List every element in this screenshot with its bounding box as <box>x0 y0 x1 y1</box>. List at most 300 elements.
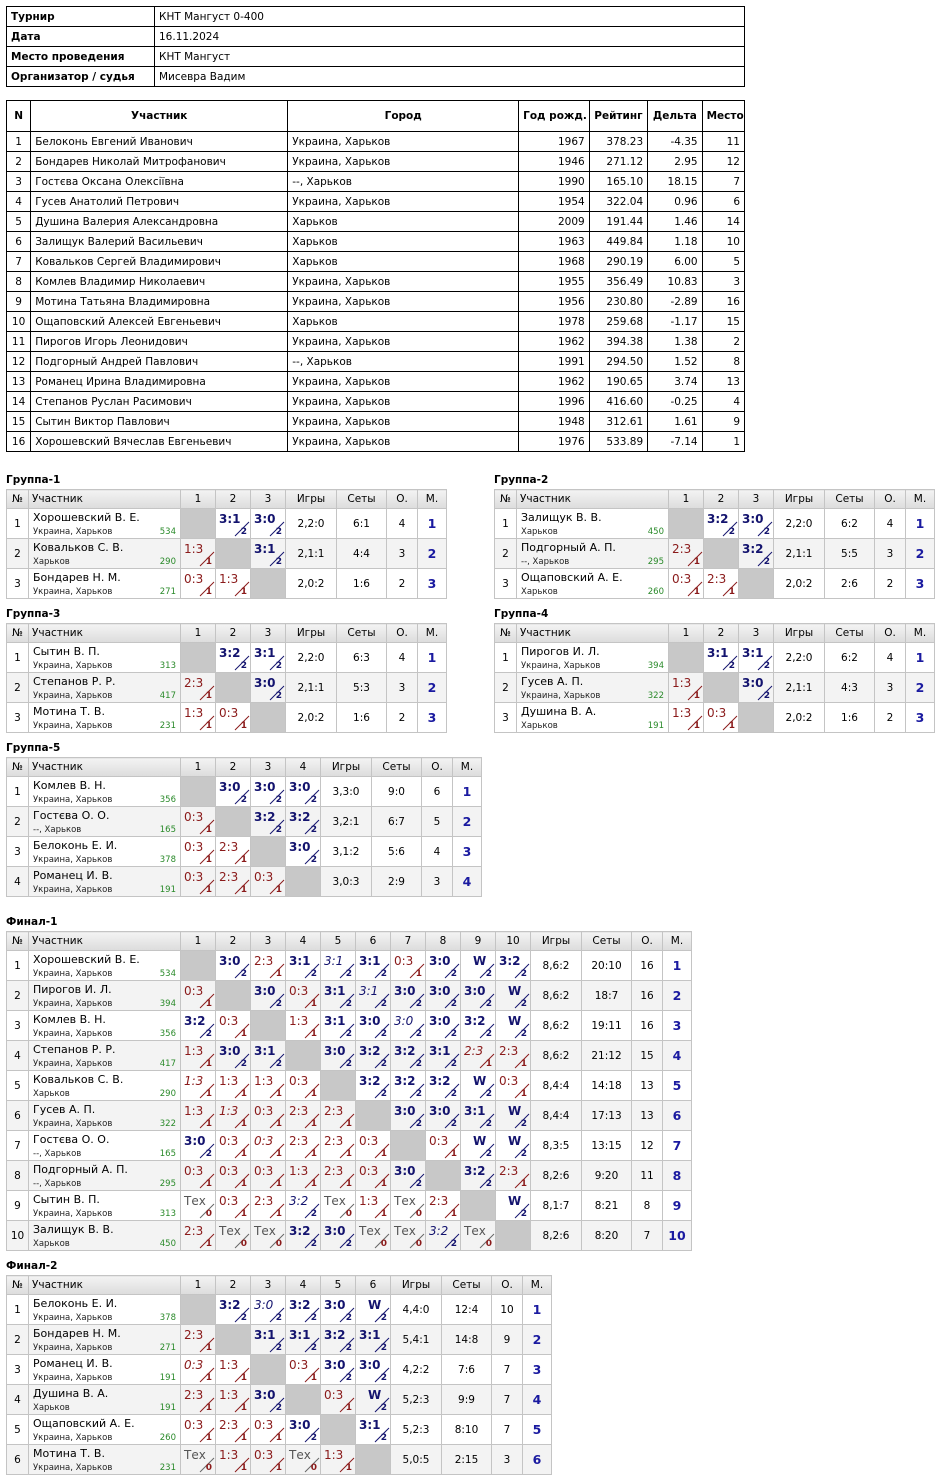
player-rating: 313 <box>159 1209 176 1219</box>
player-city: Украина, Харьков <box>33 1119 113 1129</box>
score-value: Тех <box>394 1194 416 1208</box>
match-points: 1 <box>240 1403 247 1413</box>
score-value: 1:3 <box>219 1358 239 1372</box>
group-header-cell: № <box>7 624 29 643</box>
score-cell <box>181 1011 216 1041</box>
score-value: 2:3 <box>219 840 239 854</box>
score-value: 3:2 <box>289 1194 309 1208</box>
group-row <box>7 703 447 733</box>
score-cell <box>426 1071 461 1101</box>
row-number: 6 <box>7 1101 29 1131</box>
games-cell: 2,0:2 <box>774 703 825 733</box>
participant-cell: 13 <box>702 372 744 392</box>
group-header-cell: М. <box>418 624 447 643</box>
score-cell <box>286 777 321 807</box>
player-name: Сытин В. П. <box>33 1193 100 1206</box>
player-cell <box>29 837 181 867</box>
score-value: 0:3 <box>254 1134 274 1148</box>
score-cell <box>216 777 251 807</box>
score-cell <box>251 1071 286 1101</box>
score-cell <box>321 1355 356 1385</box>
player-cell <box>29 1445 181 1475</box>
player-rating: 322 <box>647 691 664 701</box>
match-points: 1 <box>310 1089 317 1099</box>
player-city: --, Харьков <box>521 557 570 567</box>
player-city: Украина, Харьков <box>33 1209 113 1219</box>
score-value: 0:3 <box>289 984 309 998</box>
score-cell <box>181 1221 216 1251</box>
games-cell: 5,2:3 <box>391 1385 442 1415</box>
group-header-cell: М. <box>906 490 935 509</box>
score-cell <box>181 1385 216 1415</box>
participant-cell: 1.18 <box>648 232 702 252</box>
score-cell <box>216 1191 251 1221</box>
sets-cell: 5:3 <box>337 673 387 703</box>
place-cell: 2 <box>906 673 935 703</box>
diagonal-cell <box>181 951 216 981</box>
participant-cell: 322.04 <box>589 192 647 212</box>
participant-cell: 1948 <box>519 412 590 432</box>
match-points: 2 <box>275 1343 282 1353</box>
score-value: 1:3 <box>184 1104 204 1118</box>
match-points: 2 <box>450 1059 457 1069</box>
player-name: Хорошевский В. Е. <box>33 511 140 524</box>
score-cell <box>216 1415 251 1445</box>
match-points: 2 <box>728 527 735 537</box>
match-points: 1 <box>205 1179 212 1189</box>
score-value: 3:0 <box>219 780 241 794</box>
match-points: 2 <box>450 1029 457 1039</box>
score-value: 2:3 <box>289 1104 309 1118</box>
info-row <box>7 27 745 47</box>
score-cell <box>426 1041 461 1071</box>
participant-row <box>7 412 745 432</box>
sets-cell: 6:2 <box>825 509 875 539</box>
group-header-cell: № <box>7 490 29 509</box>
match-points: 1 <box>240 1119 247 1129</box>
participant-row <box>7 212 745 232</box>
participant-cell: 6 <box>702 192 744 212</box>
score-cell <box>181 1071 216 1101</box>
player-rating: 260 <box>647 587 664 597</box>
score-value: 2:3 <box>184 1328 204 1342</box>
score-cell <box>251 777 286 807</box>
score-cell <box>356 1161 391 1191</box>
player-name: Подгорный А. П. <box>521 541 616 554</box>
place-cell: 2 <box>418 539 447 569</box>
group-header-cell: 3 <box>251 932 286 951</box>
participant-cell: 1963 <box>519 232 590 252</box>
participant-row <box>7 352 745 372</box>
match-points: 2 <box>520 1209 527 1219</box>
player-name: Подгорный А. П. <box>33 1163 128 1176</box>
score-cell <box>216 1385 251 1415</box>
match-points: 2 <box>310 1313 317 1323</box>
score-cell <box>704 703 739 733</box>
player-name: Бондарев Н. М. <box>33 571 121 584</box>
score-value: 2:3 <box>254 954 274 968</box>
participant-cell: 165.10 <box>589 172 647 192</box>
player-city: Украина, Харьков <box>33 691 113 701</box>
group-row <box>7 867 482 897</box>
match-points: 1 <box>205 825 212 835</box>
player-cell <box>29 1041 181 1071</box>
points-cell: 13 <box>632 1101 663 1131</box>
place-cell: 2 <box>906 539 935 569</box>
player-name: Гостєва О. О. <box>33 809 110 822</box>
score-value: 0:3 <box>184 840 204 854</box>
score-value: 3:0 <box>324 1044 346 1058</box>
points-cell: 3 <box>875 539 906 569</box>
player-rating: 417 <box>159 691 176 701</box>
match-points: 1 <box>275 1149 282 1159</box>
participant-cell: Романец Ирина Владимировна <box>31 372 288 392</box>
score-value: 1:3 <box>672 706 692 720</box>
diagonal-cell <box>181 509 216 539</box>
match-points: 0 <box>415 1239 422 1249</box>
score-cell <box>704 643 739 673</box>
match-points: 1 <box>205 1239 212 1249</box>
participant-cell: 3 <box>702 272 744 292</box>
score-value: 1:3 <box>219 1448 239 1462</box>
match-points: 2 <box>485 1029 492 1039</box>
sets-cell: 6:1 <box>337 509 387 539</box>
score-cell <box>251 1101 286 1131</box>
participant-cell: 7 <box>7 252 31 272</box>
player-city: Украина, Харьков <box>33 1433 113 1443</box>
score-value: 0:3 <box>254 1448 274 1462</box>
group-row <box>495 539 935 569</box>
score-value: 2:3 <box>499 1164 519 1178</box>
match-points: 0 <box>380 1239 387 1249</box>
sets-cell: 8:20 <box>582 1221 632 1251</box>
player-rating: 231 <box>159 721 176 731</box>
points-cell: 2 <box>875 703 906 733</box>
score-cell <box>251 1041 286 1071</box>
player-cell <box>29 1011 181 1041</box>
match-points: 1 <box>240 587 247 597</box>
diagonal-cell <box>321 1071 356 1101</box>
sets-cell: 6:3 <box>337 643 387 673</box>
score-cell <box>251 867 286 897</box>
games-cell: 3,2:1 <box>321 807 372 837</box>
match-points: 2 <box>275 691 282 701</box>
match-points: 1 <box>205 1119 212 1129</box>
match-points: 1 <box>345 1463 352 1473</box>
row-number: 1 <box>7 509 29 539</box>
points-cell: 2 <box>387 703 418 733</box>
match-points: 2 <box>450 1089 457 1099</box>
match-points: 0 <box>275 1239 282 1249</box>
score-cell <box>216 1131 251 1161</box>
score-value: 0:3 <box>184 810 204 824</box>
participant-cell: Степанов Руслан Расимович <box>31 392 288 412</box>
participant-cell: 1967 <box>519 132 590 152</box>
match-points: 2 <box>728 661 735 671</box>
player-city: Украина, Харьков <box>33 1059 113 1069</box>
diagonal-cell <box>704 539 739 569</box>
score-value: 3:0 <box>394 1164 416 1178</box>
player-name: Романец И. В. <box>33 1357 113 1370</box>
participant-cell: Украина, Харьков <box>288 152 519 172</box>
score-cell <box>426 1131 461 1161</box>
player-name: Мотина Т. В. <box>33 705 105 718</box>
score-cell <box>356 1325 391 1355</box>
participant-cell: Мотина Татьяна Владимировна <box>31 292 288 312</box>
match-points: 2 <box>275 1059 282 1069</box>
score-cell <box>461 1041 496 1071</box>
score-value: 3:1 <box>742 646 764 660</box>
place-cell: 3 <box>418 703 447 733</box>
group-header-cell: Сеты <box>825 490 875 509</box>
score-cell <box>181 837 216 867</box>
participant-cell: 1962 <box>519 332 590 352</box>
group-header-cell: 5 <box>321 932 356 951</box>
sets-cell: 20:10 <box>582 951 632 981</box>
group-header-cell: Участник <box>29 1276 181 1295</box>
match-points: 1 <box>205 721 212 731</box>
score-value: 1:3 <box>672 676 692 690</box>
match-points: 2 <box>275 1403 282 1413</box>
group-header-cell: 1 <box>669 490 704 509</box>
participant-cell: 5 <box>7 212 31 232</box>
score-cell <box>251 539 286 569</box>
group-header-cell: № <box>7 758 29 777</box>
diagonal-cell <box>251 569 286 599</box>
score-value: 0:3 <box>219 1164 239 1178</box>
group-header-cell: Сеты <box>337 624 387 643</box>
player-rating: 417 <box>159 1059 176 1069</box>
score-value: Тех <box>184 1448 206 1462</box>
score-value: W <box>508 1134 522 1148</box>
score-value: Тех <box>464 1224 486 1238</box>
player-city: Украина, Харьков <box>33 885 113 895</box>
score-cell <box>181 867 216 897</box>
player-rating: 450 <box>159 1239 176 1249</box>
score-value: Тех <box>324 1194 346 1208</box>
score-cell <box>356 1385 391 1415</box>
group-header-cell: 3 <box>739 624 774 643</box>
score-value: 0:3 <box>184 1418 204 1432</box>
sets-cell: 9:20 <box>582 1161 632 1191</box>
match-points: 1 <box>415 969 422 979</box>
player-cell <box>517 703 669 733</box>
row-number: 1 <box>495 643 517 673</box>
match-points: 2 <box>485 1089 492 1099</box>
player-cell <box>29 1415 181 1445</box>
match-points: 2 <box>380 1343 387 1353</box>
place-cell: 1 <box>523 1295 552 1325</box>
score-cell <box>216 867 251 897</box>
info-label: Турнир <box>7 7 155 27</box>
score-value: 1:3 <box>219 572 239 586</box>
group-header-cell: Игры <box>286 490 337 509</box>
match-points: 2 <box>275 661 282 671</box>
group-row <box>7 1221 692 1251</box>
score-value: 3:0 <box>254 1388 276 1402</box>
match-points: 2 <box>450 1239 457 1249</box>
match-points: 2 <box>345 1313 352 1323</box>
participant-cell: 18.15 <box>648 172 702 192</box>
score-cell <box>216 1221 251 1251</box>
score-cell <box>251 1415 286 1445</box>
participant-cell: 3 <box>7 172 31 192</box>
points-cell: 4 <box>875 643 906 673</box>
participant-cell: 7 <box>702 172 744 192</box>
score-cell <box>251 1295 286 1325</box>
info-label: Организатор / судья <box>7 67 155 87</box>
player-rating: 165 <box>159 825 176 835</box>
group-header-cell: Участник <box>517 624 669 643</box>
participant-cell: 11 <box>702 132 744 152</box>
points-cell: 13 <box>632 1071 663 1101</box>
games-cell: 8,3:5 <box>531 1131 582 1161</box>
player-city: Украина, Харьков <box>33 721 113 731</box>
player-city: Харьков <box>521 721 558 731</box>
score-cell <box>216 643 251 673</box>
score-cell <box>251 643 286 673</box>
points-cell: 16 <box>632 951 663 981</box>
place-cell: 3 <box>523 1355 552 1385</box>
group-row <box>7 1131 692 1161</box>
score-value: 3:0 <box>219 1044 241 1058</box>
group-table <box>6 1275 552 1475</box>
score-cell <box>356 1295 391 1325</box>
group-header-cell: 1 <box>181 624 216 643</box>
group-header-cell: 3 <box>251 758 286 777</box>
score-value: 2:3 <box>254 1194 274 1208</box>
games-cell: 4,4:0 <box>391 1295 442 1325</box>
match-points: 2 <box>310 1239 317 1249</box>
player-name: Ковальков С. В. <box>33 1073 124 1086</box>
group-row <box>7 509 447 539</box>
match-points: 2 <box>415 1029 422 1039</box>
match-points: 2 <box>763 557 770 567</box>
sets-cell: 8:10 <box>442 1415 492 1445</box>
games-cell: 5,2:3 <box>391 1415 442 1445</box>
place-cell: 4 <box>523 1385 552 1415</box>
score-cell <box>461 1011 496 1041</box>
match-points: 2 <box>520 969 527 979</box>
score-cell <box>286 837 321 867</box>
participant-cell: 16 <box>7 432 31 452</box>
match-points: 2 <box>415 999 422 1009</box>
match-points: 1 <box>485 1059 492 1069</box>
games-cell: 4,2:2 <box>391 1355 442 1385</box>
match-points: 2 <box>310 1433 317 1443</box>
match-points: 1 <box>728 721 735 731</box>
score-value: 1:3 <box>184 542 204 556</box>
score-value: 3:0 <box>429 1104 451 1118</box>
row-number: 2 <box>7 539 29 569</box>
match-points: 2 <box>275 527 282 537</box>
match-points: 2 <box>380 999 387 1009</box>
score-cell <box>181 1131 216 1161</box>
match-points: 2 <box>485 969 492 979</box>
score-cell <box>496 981 531 1011</box>
player-cell <box>29 1295 181 1325</box>
place-cell: 4 <box>453 867 482 897</box>
row-number: 5 <box>7 1415 29 1445</box>
score-cell <box>286 1325 321 1355</box>
score-value: 3:1 <box>429 1044 451 1058</box>
score-value: Тех <box>254 1224 276 1238</box>
score-cell <box>496 1071 531 1101</box>
score-cell <box>286 1161 321 1191</box>
score-value: 3:0 <box>254 676 276 690</box>
match-points: 1 <box>275 1179 282 1189</box>
score-value: W <box>508 1194 522 1208</box>
score-value: 0:3 <box>184 984 204 998</box>
score-cell <box>496 1011 531 1041</box>
place-cell: 2 <box>418 673 447 703</box>
score-value: W <box>368 1298 382 1312</box>
match-points: 2 <box>345 1239 352 1249</box>
participant-row <box>7 252 745 272</box>
score-cell <box>286 1295 321 1325</box>
match-points: 2 <box>240 1313 247 1323</box>
score-value: 0:3 <box>499 1074 519 1088</box>
score-value: 0:3 <box>219 1134 239 1148</box>
player-cell <box>29 643 181 673</box>
score-cell <box>391 1161 426 1191</box>
match-points: 2 <box>380 969 387 979</box>
score-cell <box>251 1191 286 1221</box>
score-value: 3:0 <box>254 780 276 794</box>
group-table <box>494 489 935 599</box>
score-cell <box>321 1161 356 1191</box>
group-title: Группа-2 <box>494 474 549 486</box>
player-rating: 534 <box>159 969 176 979</box>
group-header-cell: Игры <box>774 490 825 509</box>
participant-cell: 1976 <box>519 432 590 452</box>
match-points: 2 <box>345 1343 352 1353</box>
points-cell: 3 <box>387 539 418 569</box>
group-row <box>7 569 447 599</box>
player-name: Белоконь Е. И. <box>33 839 118 852</box>
match-points: 2 <box>345 999 352 1009</box>
sets-cell: 4:4 <box>337 539 387 569</box>
participant-cell: 1.61 <box>648 412 702 432</box>
score-value: 3:0 <box>394 1104 416 1118</box>
participant-cell: 3.74 <box>648 372 702 392</box>
participant-cell: 10.83 <box>648 272 702 292</box>
diagonal-cell <box>216 1325 251 1355</box>
participant-cell: Харьков <box>288 312 519 332</box>
participant-row <box>7 152 745 172</box>
match-points: 2 <box>205 1029 212 1039</box>
row-number: 8 <box>7 1161 29 1191</box>
match-points: 1 <box>205 855 212 865</box>
points-cell: 2 <box>387 569 418 599</box>
info-label: Место проведения <box>7 47 155 67</box>
match-points: 2 <box>240 527 247 537</box>
games-cell: 2,1:1 <box>774 539 825 569</box>
place-cell: 1 <box>906 643 935 673</box>
score-value: 2:3 <box>324 1104 344 1118</box>
participant-cell: Хорошевский Вячеслав Евгеньевич <box>31 432 288 452</box>
diagonal-cell <box>461 1191 496 1221</box>
match-points: 2 <box>380 1403 387 1413</box>
row-number: 2 <box>7 1325 29 1355</box>
sets-cell: 13:15 <box>582 1131 632 1161</box>
match-points: 0 <box>345 1209 352 1219</box>
group-row <box>7 837 482 867</box>
points-cell: 3 <box>492 1445 523 1475</box>
player-cell <box>29 673 181 703</box>
place-cell: 5 <box>523 1415 552 1445</box>
score-cell <box>181 1415 216 1445</box>
